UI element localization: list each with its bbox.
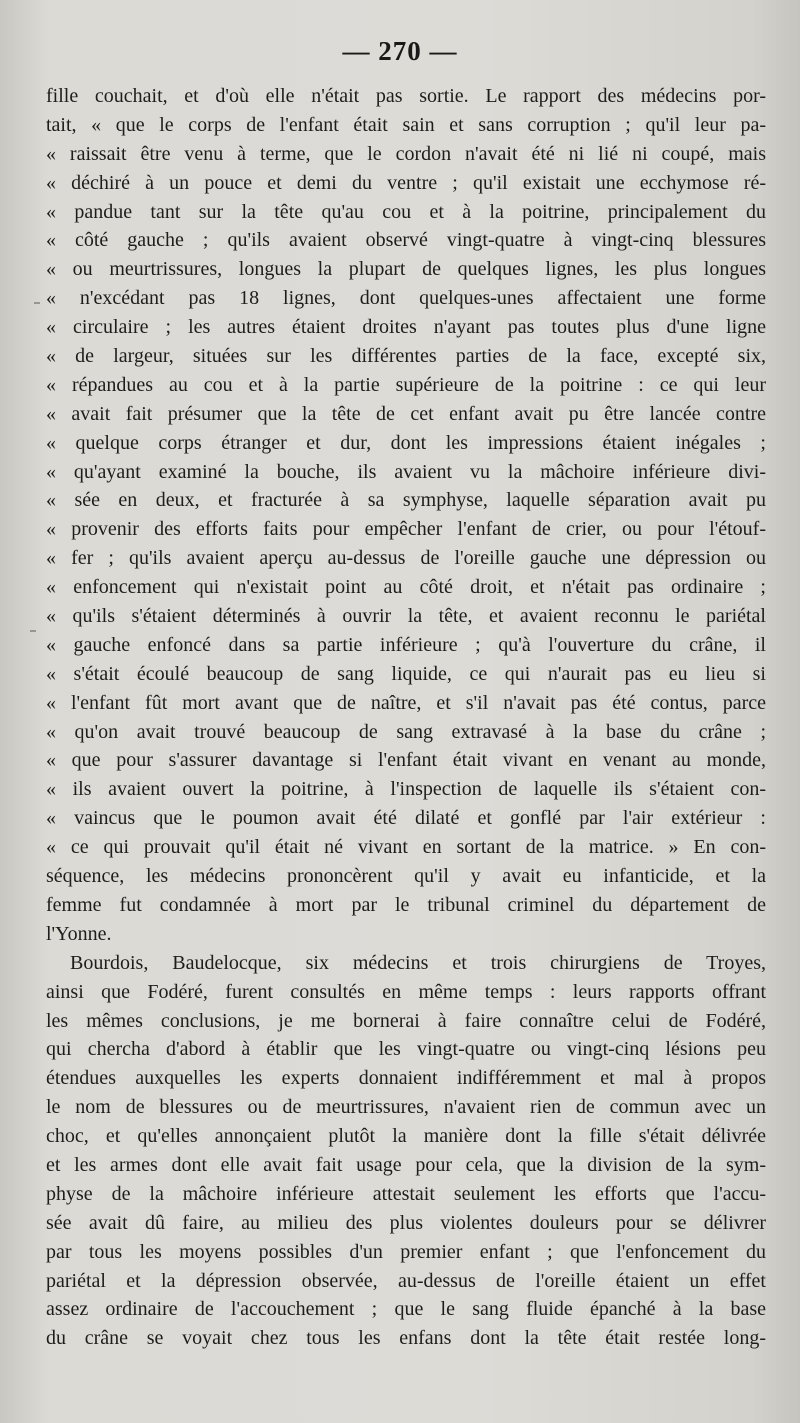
text-line: « enfoncement qui n'existait point au côté droit, et n'était pas ordinaire ;: [46, 576, 766, 599]
text-line: physe de la mâchoire inférieure attestait seulement les efforts que l'accu-: [46, 1182, 766, 1205]
text-line: le nom de blessures ou de meurtrissures, n'avaient rien de commun avec un: [46, 1096, 766, 1119]
page-number-header: — 270 —: [342, 36, 458, 66]
text-line: assez ordinaire de l'accouchement ; que le sang fluide épanché à la base: [46, 1298, 766, 1321]
text-line: « ou meurtrissures, longues la plupart de quelques lignes, les plus longues: [46, 258, 766, 281]
text-line: et les armes dont elle avait fait usage pour cela, que la division de la sym-: [46, 1153, 766, 1176]
text-line: « fer ; qu'ils avaient aperçu au-dessus de l'oreille gauche une dépression ou: [46, 547, 766, 570]
text-line: du crâne se voyait chez tous les enfans dont la tête était restée long-: [46, 1327, 766, 1350]
text-line: « qu'ils s'étaient déterminés à ouvrir la tête, et avaient reconnu le pariétal: [46, 605, 766, 628]
text-line: « raissait être venu à terme, que le cordon n'avait été ni lié ni coupé, mais: [46, 142, 766, 165]
text-line: femme fut condamnée à mort par le tribunal criminel du département de: [46, 893, 766, 916]
text-line: « de largeur, situées sur les différentes parties de la face, excepté six,: [46, 345, 766, 368]
text-line: Bourdois, Baudelocque, six médecins et trois chirurgiens de Troyes,: [70, 951, 766, 974]
text-line: étendues auxquelles les experts donnaient indifféremment et mal à propos: [46, 1067, 766, 1090]
text-line: « n'excédant pas 18 lignes, dont quelques-unes affectaient une forme: [46, 287, 766, 310]
text-line: « répandues au cou et à la partie supérieure de la poitrine : ce qui leur: [46, 373, 766, 396]
text-line: les mêmes conclusions, je me bornerai à faire connaître celui de Fodéré,: [46, 1009, 766, 1032]
text-line: « circulaire ; les autres étaient droites n'ayant pas toutes plus d'une ligne: [46, 316, 766, 339]
text-line: tait, « que le corps de l'enfant était sain et sans corruption ; qu'il leur pa-: [46, 113, 766, 136]
text-line: « provenir des efforts faits pour empêcher l'enfant de crier, ou pour l'étouf-: [46, 518, 766, 541]
text-line: « ce qui prouvait qu'il était né vivant en sortant de la matrice. » En con-: [46, 836, 766, 859]
text-line: « qu'on avait trouvé beaucoup de sang extravasé à la base du crâne ;: [46, 720, 766, 743]
text-line: qui chercha d'abord à établir que les vingt-quatre ou vingt-cinq lésions peu: [46, 1038, 766, 1061]
text-line: sée avait dû faire, au milieu des plus violentes douleurs pour se délivrer: [46, 1211, 766, 1234]
text-line: « que pour s'assurer davantage si l'enfant était vivant en venant au monde,: [46, 749, 766, 772]
text-line: « sée en deux, et fracturée à sa symphyse, laquelle séparation avait pu: [46, 489, 766, 512]
text-line: pariétal et la dépression observée, au-dessus de l'oreille étaient un effet: [46, 1269, 766, 1292]
margin-mark: [30, 630, 36, 632]
text-line: « déchiré à un pouce et demi du ventre ; qu'il existait une ecchymose ré-: [46, 171, 766, 194]
text-line: choc, et qu'elles annonçaient plutôt la manière dont la fille s'était délivrée: [46, 1125, 766, 1148]
text-line: « s'était écoulé beaucoup de sang liquide, ce qui n'aurait pas eu lieu si: [46, 662, 766, 685]
text-line: « vaincus que le poumon avait été dilaté et gonflé par l'air extérieur :: [46, 807, 766, 830]
body-text: [46, 82, 766, 1353]
text-line: « côté gauche ; qu'ils avaient observé vingt-quatre à vingt-cinq blessures: [46, 229, 766, 252]
text-line: par tous les moyens possibles d'un premier enfant ; que l'enfoncement du: [46, 1240, 766, 1263]
text-line: fille couchait, et d'où elle n'était pas sortie. Le rapport des médecins por-: [46, 85, 766, 107]
text-line: « l'enfant fût mort avant que de naître, et s'il n'avait pas été contus, parce: [46, 691, 766, 714]
text-line: « gauche enfoncé dans sa partie inférieure ; qu'à l'ouverture du crâne, il: [46, 633, 766, 656]
margin-mark: [34, 302, 40, 304]
text-line: « ils avaient ouvert la poitrine, à l'inspection de laquelle ils s'étaient con-: [46, 778, 766, 801]
text-line: l'Yonne.: [46, 922, 112, 945]
text-line: « quelque corps étranger et dur, dont les impressions étaient inégales ;: [46, 431, 766, 454]
text-line: ainsi que Fodéré, furent consultés en même temps : leurs rapports offrant: [46, 980, 766, 1003]
text-line: « pandue tant sur la tête qu'au cou et à la poitrine, principalement du: [46, 200, 766, 223]
text-line: séquence, les médecins prononcèrent qu'il y avait eu infanticide, et la: [46, 865, 766, 888]
text-line: « qu'ayant examiné la bouche, ils avaient vu la mâchoire inférieure divi-: [46, 460, 766, 483]
text-line: « avait fait présumer que la tête de cet enfant avait pu être lancée contre: [46, 402, 766, 425]
